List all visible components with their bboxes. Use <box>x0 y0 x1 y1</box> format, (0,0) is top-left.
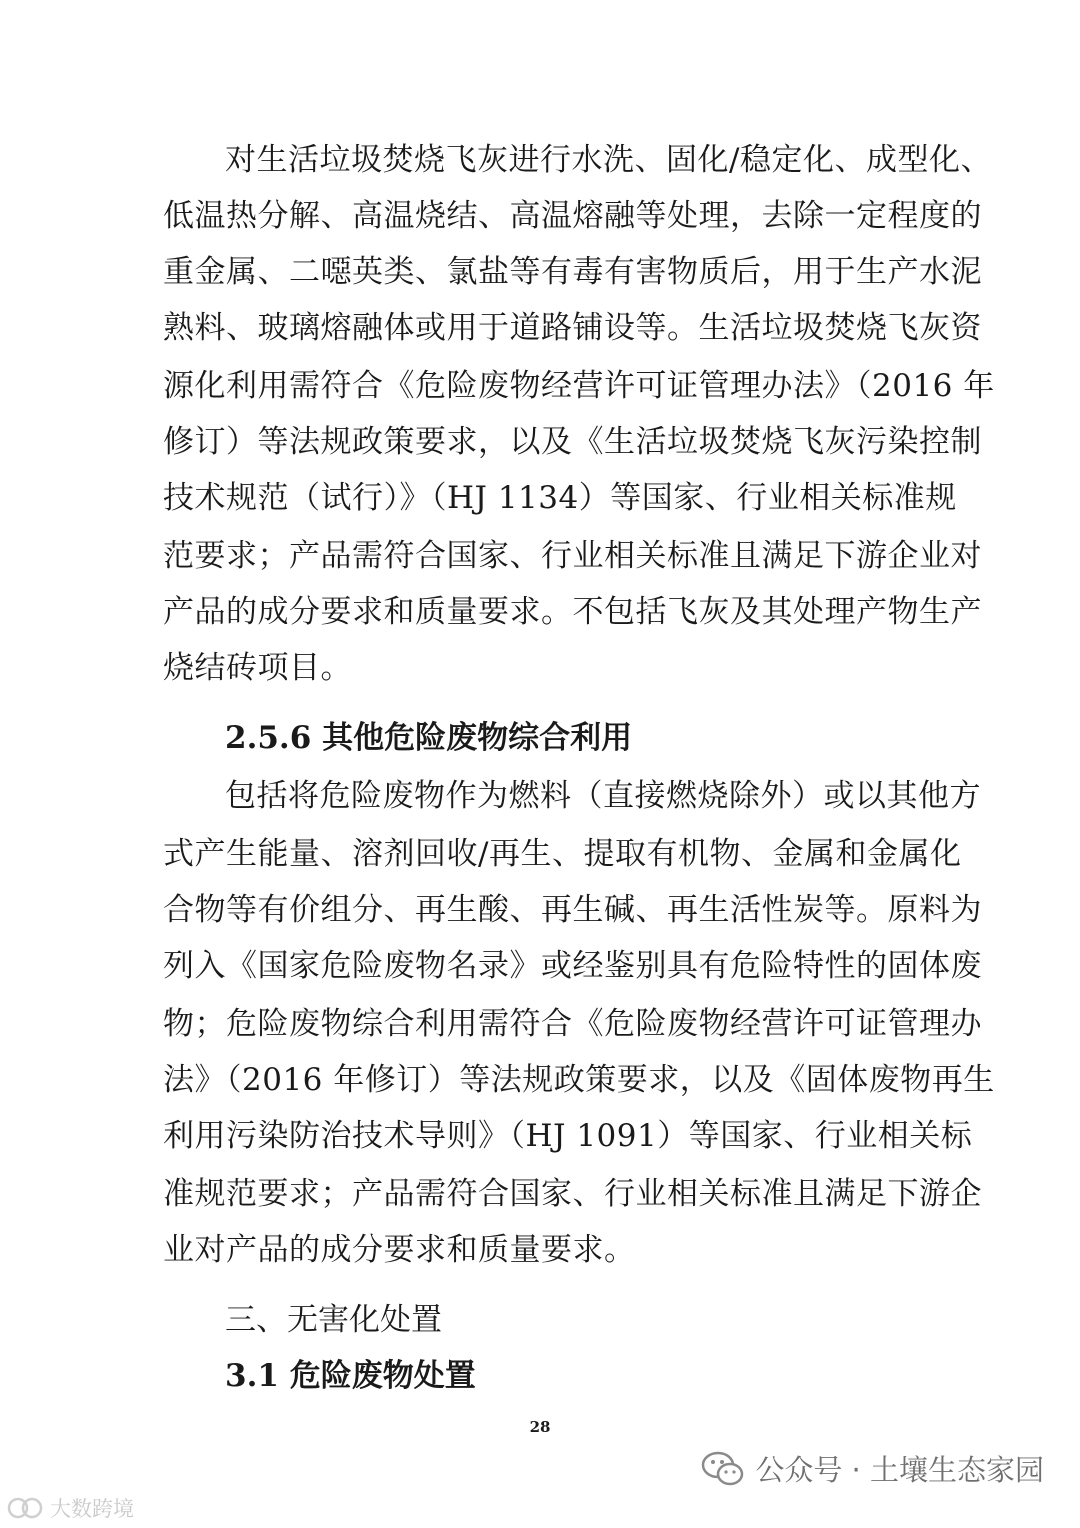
section-heading-3: 三、无害化处置 <box>225 1302 442 1338</box>
section-heading-2-5-6: 2.5.6 其他危险废物综合利用 <box>225 720 633 756</box>
paragraph-line: 物；危险废物综合利用需符合《危险废物经营许可证管理办 <box>163 1006 982 1042</box>
paragraph-line: 准规范要求；产品需符合国家、行业相关标准且满足下游企 <box>163 1176 982 1212</box>
paragraph-line: 业对产品的成分要求和质量要求。 <box>163 1232 636 1268</box>
paragraph-line: 熟料、玻璃熔融体或用于道路铺设等。生活垃圾焚烧飞灰资 <box>163 310 982 346</box>
paragraph-line: 式产生能量、溶剂回收/再生、提取有机物、金属和金属化 <box>163 836 962 872</box>
paragraph-line: 利用污染防治技术导则》（HJ 1091）等国家、行业相关标 <box>163 1118 973 1154</box>
page-number: 28 <box>529 1418 551 1436</box>
paragraph-line: 对生活垃圾焚烧飞灰进行水洗、固化/稳定化、成型化、 <box>225 142 992 178</box>
paragraph-line: 范要求；产品需符合国家、行业相关标准且满足下游企业对 <box>163 538 982 574</box>
paragraph-line: 产品的成分要求和质量要求。不包括飞灰及其处理产物生产 <box>163 594 982 630</box>
paragraph-line: 重金属、二噁英类、氯盐等有毒有害物质后，用于生产水泥 <box>163 254 982 290</box>
paragraph-line: 源化利用需符合《危险废物经营许可证管理办法》（2016 年 <box>163 368 995 404</box>
paragraph-line: 低温热分解、高温烧结、高温熔融等处理，去除一定程度的 <box>163 198 982 234</box>
section-heading-3-1: 3.1 危险废物处置 <box>225 1358 476 1394</box>
dashu-logo-icon <box>6 1496 46 1520</box>
wechat-account-watermark <box>701 1448 1044 1489</box>
paragraph-line: 法》（2016 年修订）等法规政策要求，以及《固体废物再生 <box>163 1062 995 1098</box>
paragraph-line: 包括将危险废物作为燃料（直接燃烧除外）或以其他方 <box>225 778 981 814</box>
paragraph-line: 合物等有价组分、再生酸、再生碱、再生活性炭等。原料为 <box>163 892 982 928</box>
wechat-account-name: 公众号 · 土壤生态家园 <box>755 1453 1044 1487</box>
wechat-icon <box>701 1450 745 1488</box>
paragraph-line: 烧结砖项目。 <box>163 650 352 686</box>
source-watermark <box>6 1493 134 1523</box>
paragraph-line: 技术规范（试行）》（HJ 1134）等国家、行业相关标准规 <box>163 480 957 516</box>
paragraph-line: 列入《国家危险废物名录》或经鉴别具有危险特性的固体废 <box>163 948 982 984</box>
source-watermark-text: 大数跨境 <box>50 1497 134 1521</box>
paragraph-line: 修订）等法规政策要求，以及《生活垃圾焚烧飞灰污染控制 <box>163 424 982 460</box>
